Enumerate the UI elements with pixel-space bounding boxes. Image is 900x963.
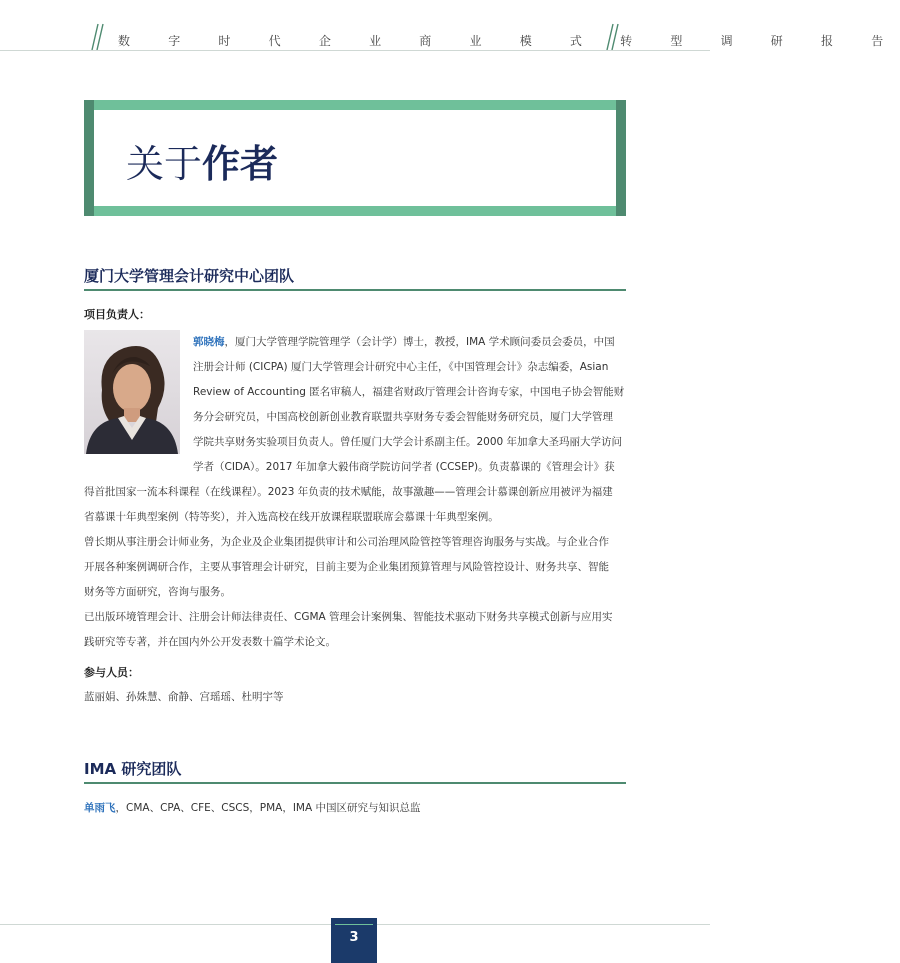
frame-right-bar bbox=[616, 100, 626, 216]
bio-line-11: 财务等方面研究，咨询与服务。 bbox=[84, 586, 231, 598]
author-portrait-photo bbox=[84, 330, 180, 454]
bio-line-13: 践研究等专著，并在国内外公开发表数十篇学术论文。 bbox=[84, 636, 336, 648]
leader-name: 郭晓梅 bbox=[193, 336, 225, 348]
bio-line-6: 学者（CIDA）。2017 年加拿大毅伟商学院访问学者 (CCSEP)。负责慕课的《管理会计》获 bbox=[193, 461, 615, 473]
section-divider bbox=[84, 782, 626, 784]
ima-member-desc: ，CMA、CPA、CFE、CSCS，PMA，IMA 中国区研究与知识总监 bbox=[115, 802, 421, 814]
header-slash-decoration bbox=[604, 22, 626, 52]
section-title-xmu-team: 厦门大学管理会计研究中心团队 bbox=[84, 267, 295, 285]
page-number: 3 bbox=[331, 918, 377, 963]
header-slash-decoration bbox=[84, 22, 106, 52]
bio-line-2: 注册会计师 (CICPA) 厦门大学管理会计研究中心主任，《中国管理会计》杂志编委，Asian bbox=[193, 361, 609, 373]
participants-label: 参与人员： bbox=[84, 666, 139, 679]
page-header bbox=[0, 0, 900, 52]
title-frame bbox=[84, 100, 626, 216]
frame-bottom-bar bbox=[84, 206, 626, 216]
report-title: 数 字 时 代 企 业 商 业 模 式 转 型 调 研 报 告 bbox=[118, 34, 900, 48]
page-title-part2: 作者 bbox=[202, 142, 279, 186]
page-title-part1: 关于 bbox=[126, 142, 203, 186]
participants-list: 蓝丽娟、孙姝慧、俞静、宫瑶瑶、杜明宇等 bbox=[84, 691, 284, 703]
bio-line-3: Review of Accounting 匿名审稿人，福建省财政厅管理会计咨询专家，中国电子协会智能财 bbox=[193, 386, 625, 398]
bio-line-1 bbox=[193, 334, 615, 349]
bio-line-4: 务分会研究员，中国高校创新创业教育联盟共享财务专委会智能财务研究员，厦门大学管理 bbox=[193, 411, 613, 423]
ima-member-line bbox=[84, 800, 421, 815]
header-divider bbox=[0, 50, 710, 51]
frame-left-bar bbox=[84, 100, 94, 216]
bio-line-7: 得首批国家一流本科课程（在线课程）。2023 年负责的技术赋能，故事激趣——管理会计慕课创新应用被评为福建 bbox=[84, 486, 613, 498]
ima-member-name: 单雨飞 bbox=[84, 802, 116, 814]
bio-line-12: 已出版环境管理会计、注册会计师法律责任、CGMA 管理会计案例集、智能技术驱动下财务共享模式创新与应用实 bbox=[84, 611, 613, 623]
bio-line-8: 省慕课十年典型案例（特等奖），并入选高校在线开放课程联盟联席会慕课十年典型案例。 bbox=[84, 511, 499, 523]
bio-line-10: 开展各种案例调研合作，主要从事管理会计研究，目前主要为企业集团预算管理与风险管控设计、财务共享、智能 bbox=[84, 561, 609, 573]
bio-line-9: 曾长期从事注册会计师业务，为企业及企业集团提供审计和公司治理风险管控等管理咨询服务与实战。与企业合作 bbox=[84, 536, 609, 548]
leader-label: 项目负责人： bbox=[84, 308, 150, 321]
section-divider bbox=[84, 289, 626, 291]
bio-line-1-text: ，厦门大学管理学院管理学（会计学）博士，教授，IMA 学术顾问委员会委员，中国 bbox=[224, 336, 615, 348]
section-title-ima-team: IMA 研究团队 bbox=[84, 760, 182, 778]
frame-top-bar bbox=[84, 100, 626, 110]
page-title bbox=[126, 133, 278, 188]
bio-line-5: 学院共享财务实验项目负责人。曾任厦门大学会计系副主任。2000 年加拿大圣玛丽大学访问 bbox=[193, 436, 623, 448]
